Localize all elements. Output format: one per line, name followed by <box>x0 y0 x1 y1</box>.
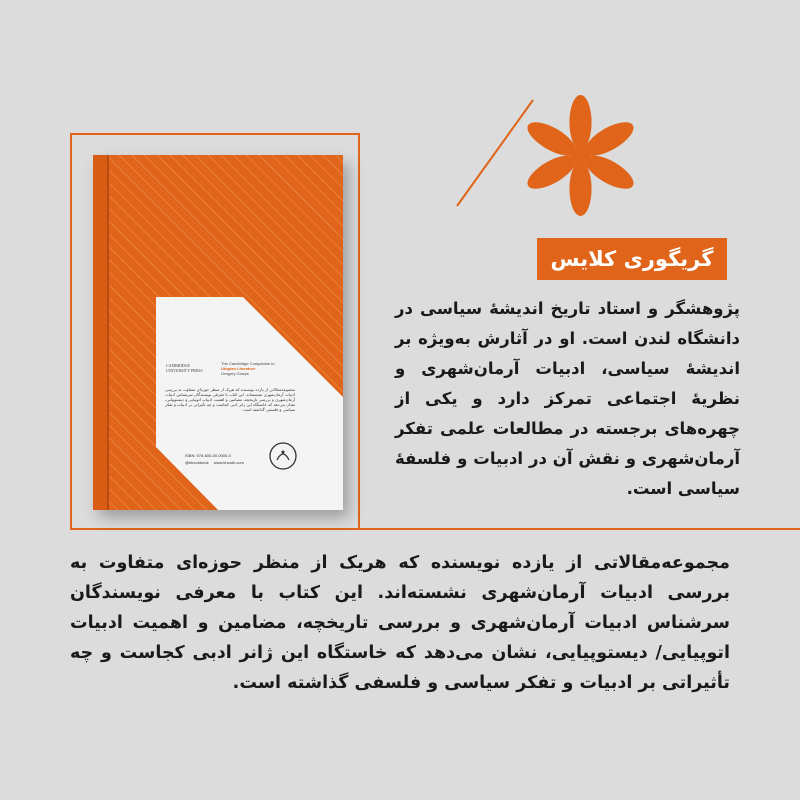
frame-line-left <box>70 133 72 530</box>
frame-line-right <box>358 133 360 530</box>
cover-blurb: مجموعه‌مقالاتی از یازده نویسنده که هریک از منظر حوزه‌ای متفاوت به بررسی ادبیات آرمان‌شهری نشسته‌اند. این کتاب با معرفی نویسندگان سرشناس ادبیات آرمان‌شهری و بررسی تاریخچه، مضامین و اهمیت ادبیات اتوپیایی و دیستوپیایی، نشان می‌دهد که خاستگاه این ژانر ادبی کجاست و چه تأثیراتی بر ادبیات و تفکر سیاسی و فلسفی گذاشته است. <box>165 387 295 412</box>
author-name-badge <box>537 238 727 280</box>
cover-social-handle: @khoobbook <box>185 460 209 465</box>
author-name: گریگوری کلایس <box>550 247 714 271</box>
asterisk-icon <box>518 93 643 218</box>
cover-series: The Cambridge Companion to <box>221 361 275 366</box>
cover-publisher-logo: CAMBRIDGE UNIVERSITY PRESS <box>166 363 203 373</box>
frame-line-bottom <box>70 528 800 530</box>
frame-line-top <box>70 133 360 135</box>
cover-title: Utopian Literature <box>221 366 256 371</box>
cover-isbn: ISBN: 978-600-00-0000-0 <box>185 453 231 458</box>
cover-website: www.khoobi.com <box>213 460 244 465</box>
cover-editor: Gregory Claeys <box>221 371 249 376</box>
cover-series-block <box>221 361 291 376</box>
book-description: مجموعه‌مقالاتی از یازده نویسنده که هریک از منظر حوزه‌ای متفاوت به بررسی ادبیات آرمان‌شهری نشسته‌اند. این کتاب با معرفی نویسندگان سرشناس ادبیات آرمان‌شهری و بررسی تاریخچه، مضامین و اهمیت ادبیات اتوپیایی/ دیستوپیایی، نشان می‌دهد که خاستگاه این ژانر ادبی کجاست و چه تأثیراتی بر ادبیات و تفکر سیاسی و فلسفی گذاشته است. <box>70 553 730 693</box>
publisher-stamp-icon <box>268 441 298 471</box>
author-bio: پژوهشگر و استاد تاریخ اندیشهٔ سیاسی در دانشگاه لندن است. او در آثارش به‌ویژه بر اندیشهٔ سیاسی، ادبیات آرمان‌شهری و نظریهٔ اجتماعی تمرکز دارد و یکی از چهره‌های برجسته در مطالعات علمی تفکر آرمان‌شهری و نقش آن در ادبیات و فلسفهٔ سیاسی است. <box>395 299 740 498</box>
cover-social <box>185 460 265 465</box>
book-cover <box>93 155 343 510</box>
